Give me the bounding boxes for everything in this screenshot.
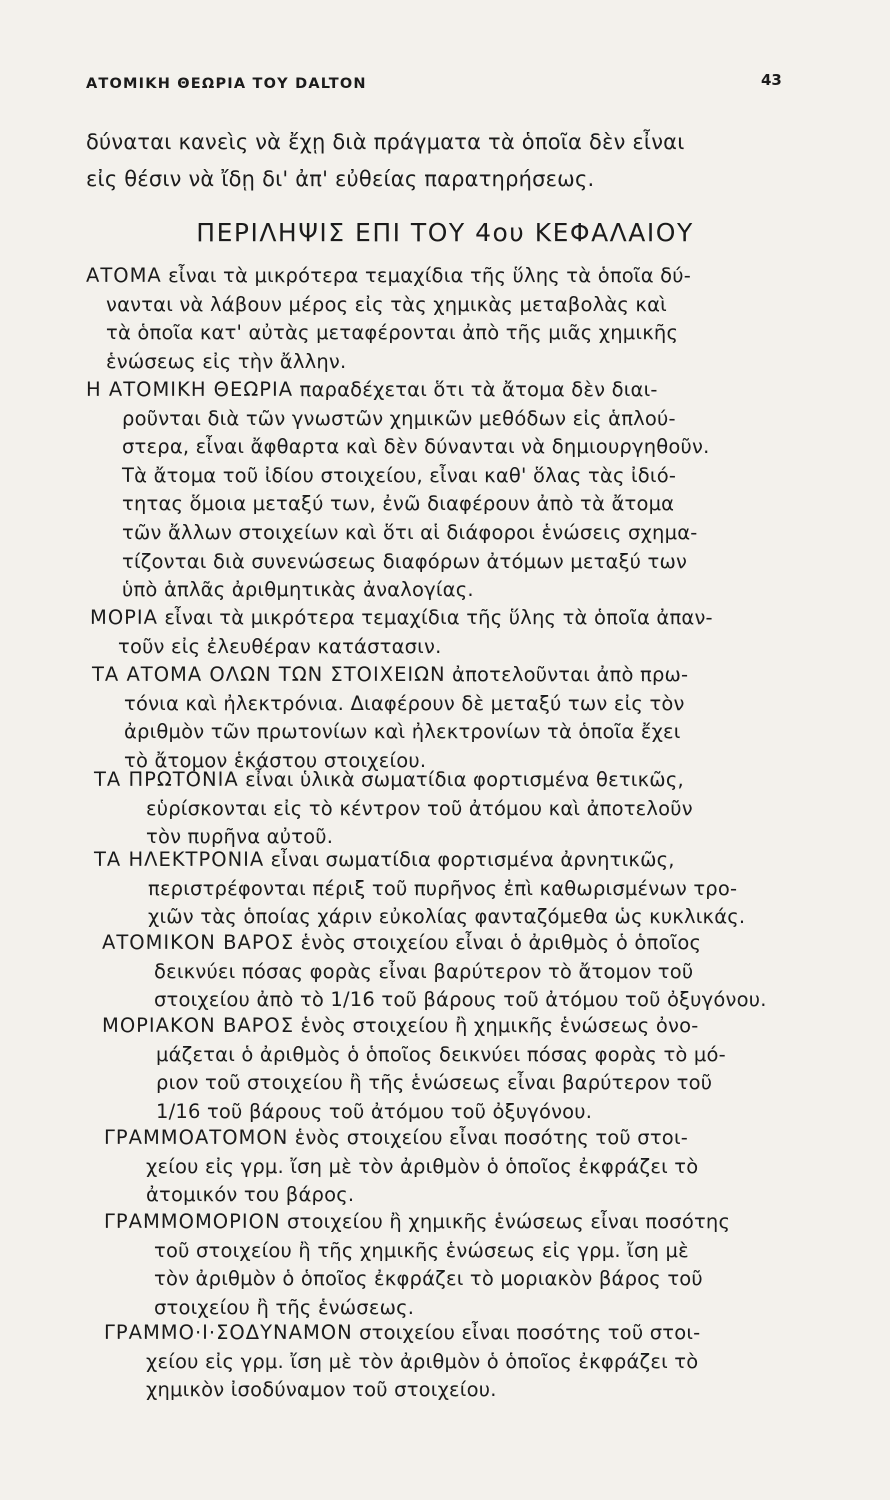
- text-line: [86, 376, 710, 405]
- entry-text: στοιχείου ἢ χημικῆς ἑνώσεως εἶναι ποσότης: [280, 1210, 731, 1233]
- text-line: νανται νὰ λάβουν μέρος εἰς τὰς χημικὰς μεταβολὰς καὶ: [106, 292, 667, 316]
- entry-text: εἶναι τὰ μικρότερα τεμαχίδια τῆς ὕλης τὰ ὁποῖα δύ-: [161, 264, 692, 287]
- text-line: τὸν πυρῆνα αὐτοῦ.: [146, 825, 334, 849]
- text-line: [86, 262, 691, 291]
- entry-term: ΓΡΑΜΜΟΜΟΡΙΟΝ: [104, 1210, 281, 1233]
- text-line: 1/16 τοῦ βάρους τοῦ ἀτόμου τοῦ ὀξυγόνου.: [156, 1099, 593, 1123]
- text-line: χημικὸν ἰσοδύναμον τοῦ στοιχείου.: [146, 1378, 497, 1402]
- text-line: εἰς θέσιν νὰ ἴδῃ δι' ἀπ' εὐθείας παρατηρήσεως.: [86, 167, 595, 191]
- summary-entry: [102, 1012, 726, 1126]
- text-line: ὑπὸ ἁπλᾶς ἀριθμητικὰς ἀναλογίας.: [122, 578, 474, 602]
- entry-term: Η ΑΤΟΜΙΚΗ ΘΕΩΡΙΑ: [86, 378, 294, 401]
- text-line: τὰ ὁποῖα κατ' αὐτὰς μεταφέρονται ἀπὸ τῆς μιᾶς χημικῆς: [106, 321, 679, 345]
- entry-term: ΓΡΑΜΜΟΑΤΟΜΟΝ: [104, 1126, 289, 1149]
- summary-entry: [86, 262, 691, 376]
- text-line: Τὰ ἄτομα τοῦ ἰδίου στοιχείου, εἶναι καθ' ὅλας τὰς ἰδιό-: [122, 463, 677, 487]
- entry-term: ΜΟΡΙΑΚΟΝ ΒΑΡΟΣ: [102, 1014, 295, 1037]
- entry-text: ἑνὸς στοιχείου εἶναι ὁ ἀριθμὸς ὁ ὁποῖος: [294, 931, 702, 954]
- entry-text: στοιχείου εἶναι ποσότης τοῦ στοι-: [352, 1321, 701, 1344]
- text-line: τὸ ἄτομον ἑκάστου στοιχείου.: [124, 748, 427, 772]
- text-line: [90, 604, 713, 633]
- entry-term: ΤΑ ΑΤΟΜΑ ΟΛΩΝ ΤΩΝ ΣΤΟΙΧΕΙΩΝ: [92, 663, 446, 686]
- text-line: στερα, εἶναι ἄφθαρτα καὶ δὲν δύνανται νὰ δημιουργηθοῦν.: [122, 435, 710, 459]
- text-line: [92, 661, 688, 690]
- text-line: [102, 929, 767, 958]
- running-title: ΑΤΟΜΙΚΗ ΘΕΩΡΙΑ ΤΟΥ DALTON: [86, 76, 367, 92]
- entry-text: εἶναι τὰ μικρότερα τεμαχίδια τῆς ὕλης τὰ ὁποῖα ἀπαν-: [158, 606, 713, 629]
- text-line: δεικνύει πόσας φορὰς εἶναι βαρύτερον τὸ ἄτομον τοῦ: [154, 959, 694, 983]
- entry-term: ΤΑ ΗΛΕΚΤΡΟΝΙΑ: [94, 848, 265, 871]
- text-line: ἑνώσεως εἰς τὴν ἄλλην.: [106, 349, 347, 373]
- text-line: χιῶν τὰς ὁποίας χάριν εὐκολίας φανταζόμεθα ὡς κυκλικάς.: [148, 905, 746, 929]
- entry-term: ΑΤΟΜΑ: [86, 264, 162, 287]
- text-line: ροῦνται διὰ τῶν γνωστῶν χημικῶν μεθόδων εἰς ἁπλού-: [122, 406, 676, 430]
- text-line: χείου εἰς γρμ. ἴση μὲ τὸν ἀριθμὸν ὁ ὁποῖος ἐκφράζει τὸ: [146, 1349, 699, 1373]
- text-line: ριον τοῦ στοιχείου ἢ τῆς ἑνώσεως εἶναι βαρύτερον τοῦ: [156, 1071, 713, 1095]
- text-line: τόνια καὶ ἠλεκτρόνια. Διαφέρουν δὲ μεταξύ των εἰς τὸν: [124, 691, 685, 715]
- text-line: τὸν ἀριθμὸν ὁ ὁποῖος ἐκφράζει τὸ μοριακὸν βάρος τοῦ: [154, 1267, 703, 1291]
- entry-text: εἶναι σωματίδια φορτισμένα ἀρνητικῶς,: [264, 848, 675, 871]
- text-line: δύναται κανεὶς νὰ ἔχῃ διὰ πράγματα τὰ ὁποῖα δὲν εἶναι: [86, 130, 685, 154]
- text-line: [94, 846, 745, 875]
- text-line: στοιχείου ἢ τῆς ἑνώσεως.: [154, 1295, 415, 1319]
- summary-entry: [86, 376, 710, 605]
- summary-entry: [104, 1124, 698, 1210]
- summary-entry: [94, 766, 693, 852]
- entry-term: ΑΤΟΜΙΚΟΝ ΒΑΡΟΣ: [102, 931, 295, 954]
- text-line: [104, 1319, 700, 1348]
- text-line: τίζονται διὰ συνενώσεως διαφόρων ἀτόμων μεταξύ των: [122, 549, 688, 573]
- summary-entry: [90, 604, 713, 661]
- text-line: [94, 766, 693, 795]
- text-line: εὑρίσκονται εἰς τὸ κέντρον τοῦ ἀτόμου καὶ ἀποτελοῦν: [146, 796, 693, 820]
- entry-term: ΓΡΑΜΜΟ·Ι·ΣΟΔΥΝΑΜΟΝ: [104, 1321, 353, 1344]
- text-line: μάζεται ὁ ἀριθμὸς ὁ ὁποῖος δεικνύει πόσας φορὰς τὸ μό-: [156, 1042, 726, 1066]
- summary-entry: [102, 929, 767, 1015]
- text-line: [104, 1124, 698, 1153]
- text-line: [102, 1012, 726, 1041]
- entry-term: ΜΟΡΙΑ: [90, 606, 159, 629]
- entry-term: ΤΑ ΠΡΩΤΟΝΙΑ: [94, 768, 239, 791]
- text-line: τητας ὅμοια μεταξύ των, ἐνῶ διαφέρουν ἀπὸ τὰ ἄτομα: [122, 492, 675, 516]
- entry-text: ἑνὸς στοιχείου εἶναι ποσότης τοῦ στοι-: [288, 1126, 688, 1149]
- entry-text: ἀποτελοῦνται ἀπὸ πρω-: [445, 663, 689, 686]
- summary-entry: [92, 661, 688, 775]
- text-line: ἀτομικόν του βάρος.: [146, 1183, 355, 1207]
- summary-heading: ΠΕΡΙΛΗΨΙΣ ΕΠΙ ΤΟΥ 4ου ΚΕΦΑΛΑΙΟΥ: [196, 218, 694, 247]
- page-number: 43: [761, 71, 782, 89]
- text-line: ἀριθμὸν τῶν πρωτονίων καὶ ἠλεκτρονίων τὰ ὁποῖα ἔχει: [124, 720, 681, 744]
- text-line: περιστρέφονται πέριξ τοῦ πυρῆνος ἐπὶ καθωρισμένων τρο-: [148, 876, 738, 900]
- text-line: [104, 1208, 730, 1237]
- intro-paragraph: [86, 124, 828, 198]
- summary-entry: [104, 1319, 700, 1405]
- summary-entry: [104, 1208, 730, 1322]
- text-line: στοιχείου ἀπὸ τὸ 1/16 τοῦ βάρους τοῦ ἀτόμου τοῦ ὀξυγόνου.: [154, 988, 767, 1012]
- text-line: χείου εἰς γρμ. ἴση μὲ τὸν ἀριθμὸν ὁ ὁποῖος ἐκφράζει τὸ: [146, 1154, 699, 1178]
- entry-text: ἑνὸς στοιχείου ἢ χημικῆς ἑνώσεως ὀνο-: [294, 1014, 699, 1037]
- entry-text: παραδέχεται ὅτι τὰ ἄτομα δὲν διαι-: [293, 378, 658, 401]
- text-line: τοῦν εἰς ἐλευθέραν κατάστασιν.: [118, 634, 442, 658]
- text-line: τῶν ἄλλων στοιχείων καὶ ὅτι αἱ διάφοροι ἑνώσεις σχημα-: [122, 520, 698, 544]
- entry-text: εἶναι ὑλικὰ σωματίδια φορτισμένα θετικῶς,: [238, 768, 684, 791]
- summary-entry: [94, 846, 745, 932]
- text-line: τοῦ στοιχείου ἢ τῆς χημικῆς ἑνώσεως εἰς γρμ. ἴση μὲ: [154, 1238, 689, 1262]
